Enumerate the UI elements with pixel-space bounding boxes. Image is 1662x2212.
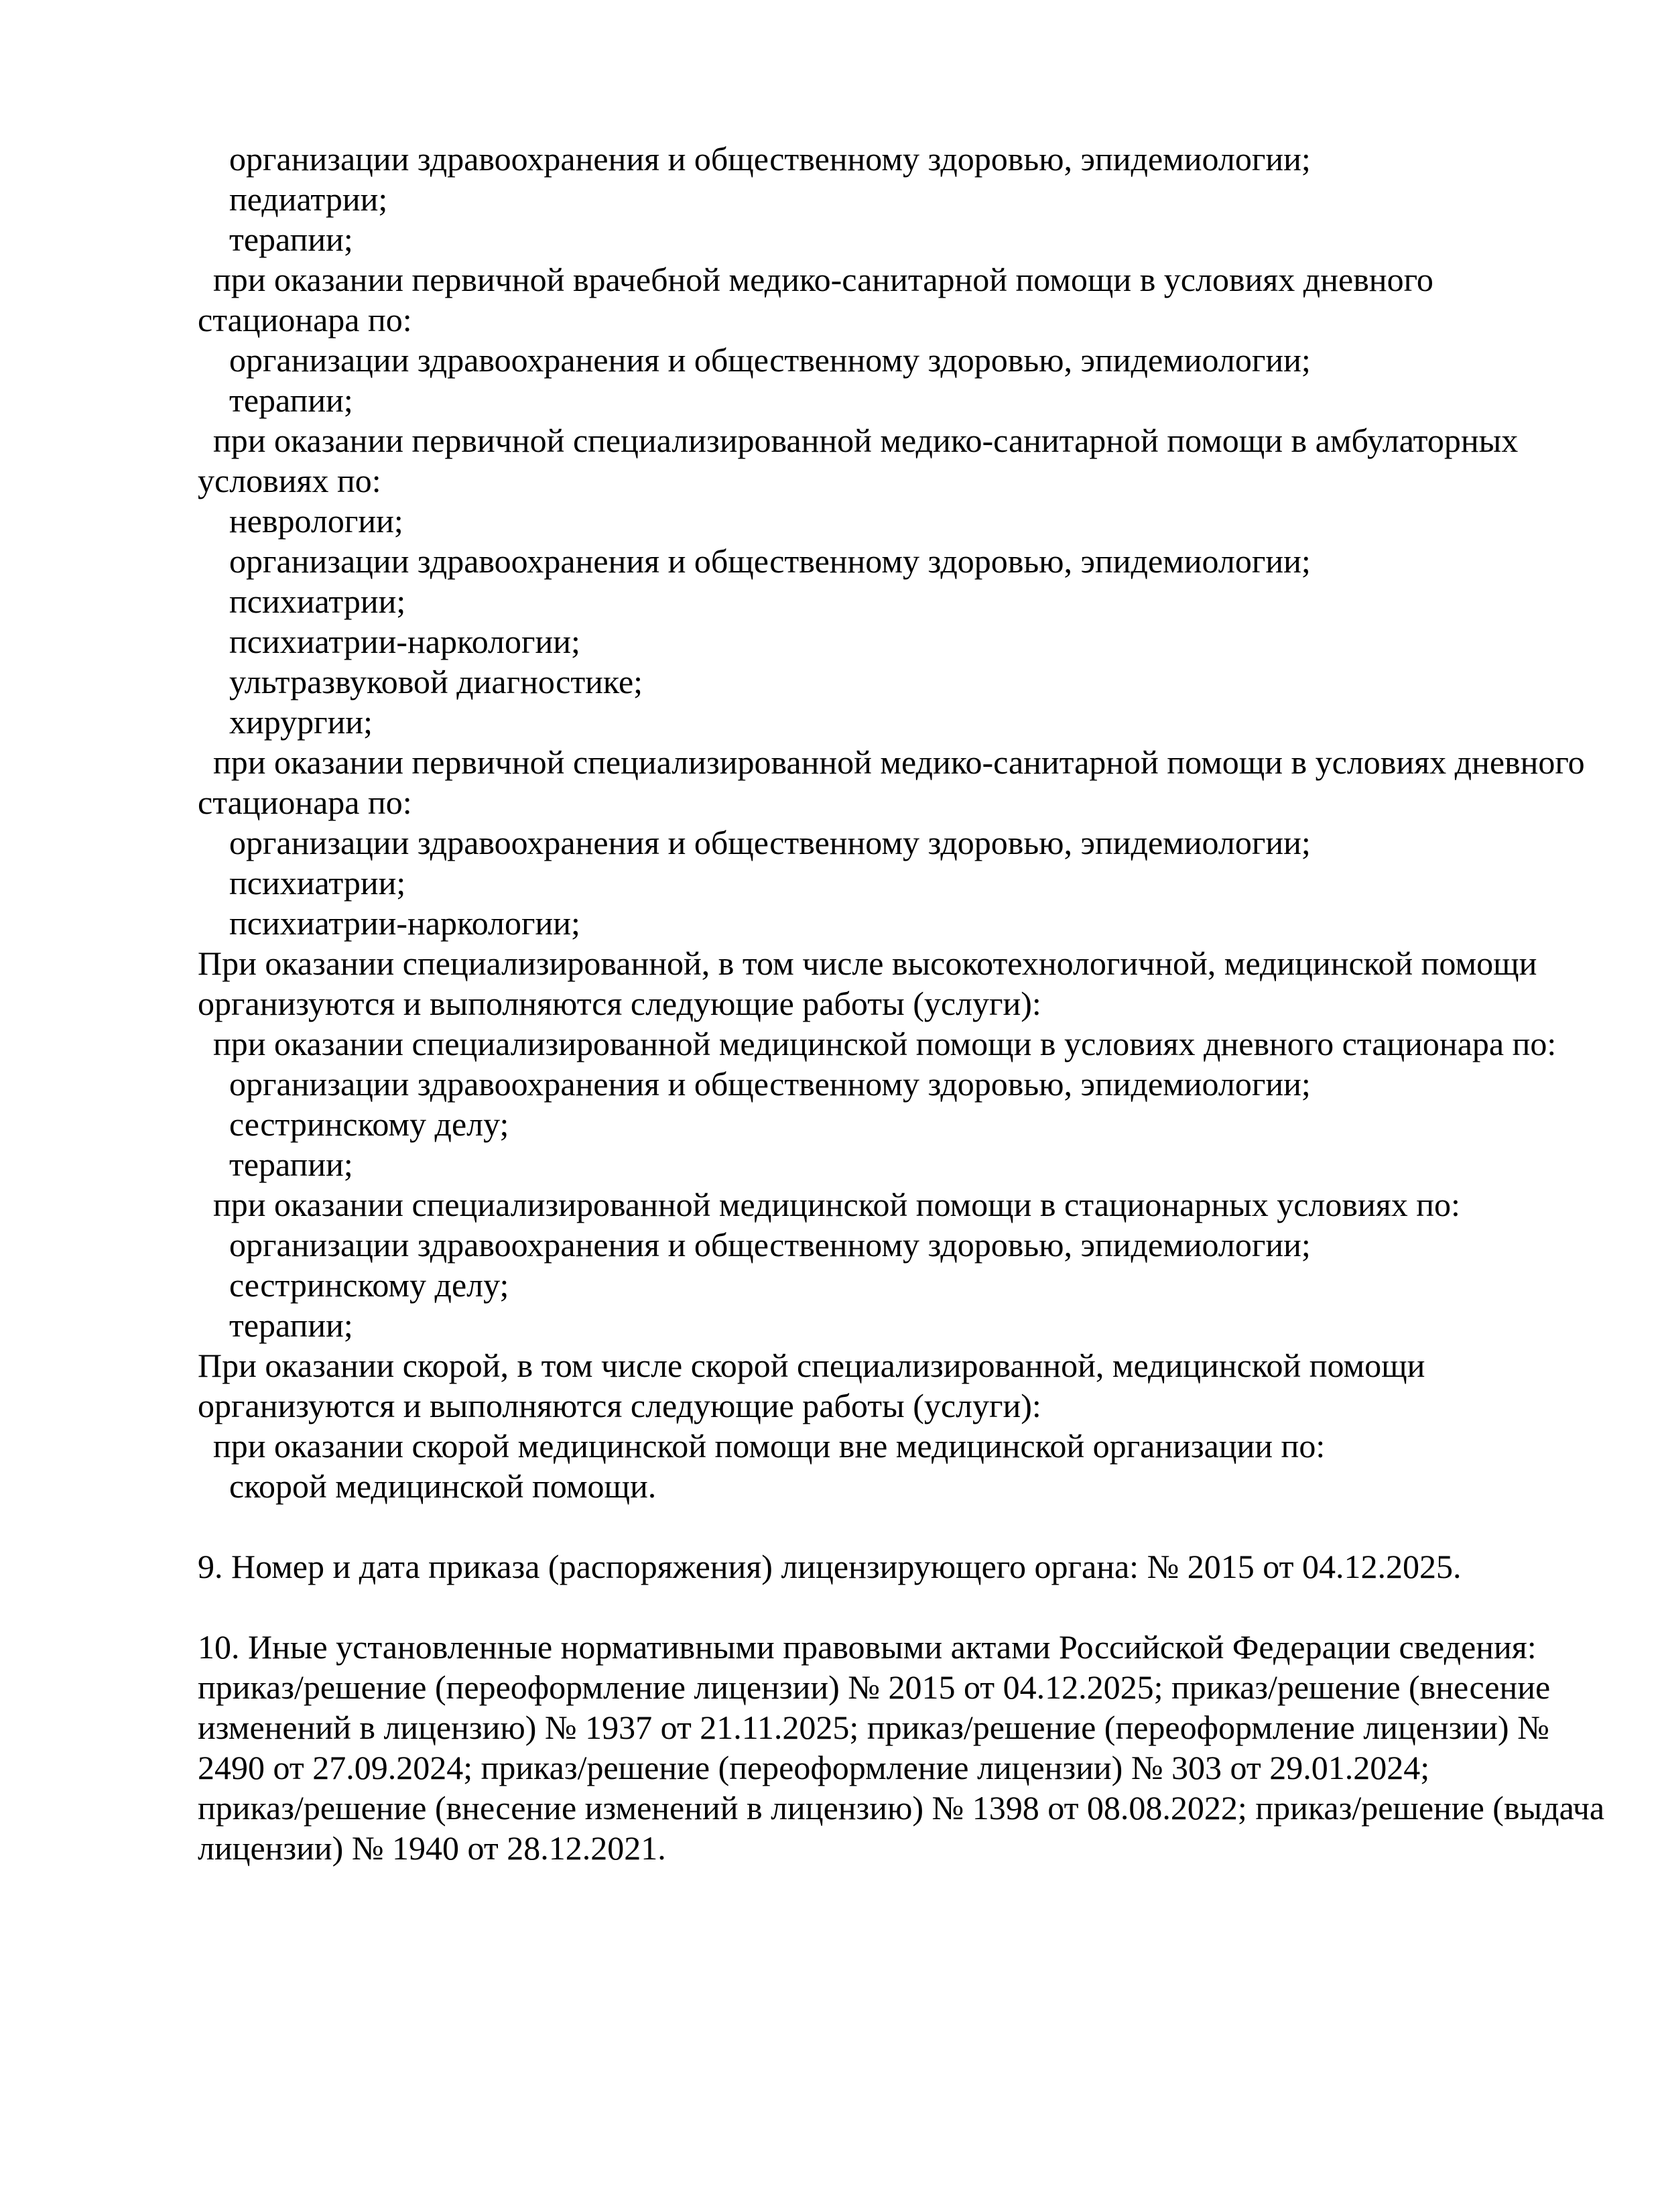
document-line: психиатрии-наркологии; — [229, 904, 580, 942]
document-line: сестринскому делу; — [229, 1105, 509, 1143]
document-line: при оказании первичной врачебной медико-санитарной помощи в условиях дневного — [213, 261, 1433, 298]
document-line: организации здравоохранения и общественному здоровью, эпидемиологии; — [229, 140, 1311, 178]
document-line: сестринскому делу; — [229, 1266, 509, 1304]
document-line: стационара по: — [198, 301, 412, 339]
document-line: при оказании специализированной медицинской помощи в условиях дневного стационара по: — [213, 1025, 1557, 1062]
document-line: организации здравоохранения и общественному здоровью, эпидемиологии; — [229, 542, 1311, 580]
document-line: организации здравоохранения и общественному здоровью, эпидемиологии; — [229, 1065, 1311, 1103]
document-line: терапии; — [229, 1146, 353, 1183]
document-line: скорой медицинской помощи. — [229, 1467, 657, 1505]
document-line: психиатрии-наркологии; — [229, 623, 580, 660]
document-page — [0, 139, 1662, 1868]
document-line: приказ/решение (переоформление лицензии) № 2015 от 04.12.2025; приказ/решение (внесение — [198, 1668, 1551, 1706]
document-line: 2490 от 27.09.2024; приказ/решение (переоформление лицензии) № 303 от 29.01.2024; — [198, 1749, 1430, 1786]
document-line: 10. Иные установленные нормативными правовыми актами Российской Федерации сведения: — [198, 1628, 1537, 1666]
document-line: лицензии) № 1940 от 28.12.2021. — [198, 1829, 666, 1867]
document-line: изменений в лицензию) № 1937 от 21.11.2025; приказ/решение (переоформление лицензии) № — [198, 1709, 1549, 1746]
document-line: терапии; — [229, 1306, 353, 1344]
document-line: психиатрии; — [229, 582, 406, 620]
document-line: при оказании первичной специализированной медико-санитарной помощи в условиях дневного — [213, 743, 1585, 781]
document-line: 9. Номер и дата приказа (распоряжения) лицензирующего органа: № 2015 от 04.12.2025. — [198, 1548, 1462, 1585]
document-line: организуются и выполняются следующие работы (услуги): — [198, 1387, 1041, 1424]
document-line: при оказании специализированной медицинской помощи в стационарных условиях по: — [213, 1186, 1460, 1223]
document-line: при оказании первичной специализированной медико-санитарной помощи в амбулаторных — [213, 422, 1519, 459]
document-line: педиатрии; — [229, 180, 388, 218]
document-line: При оказании специализированной, в том числе высокотехнологичной, медицинской помощи — [198, 944, 1537, 982]
document-line: неврологии; — [229, 502, 403, 540]
document-line: организации здравоохранения и общественному здоровью, эпидемиологии; — [229, 1226, 1311, 1264]
document-line: стационара по: — [198, 784, 412, 821]
document-line: организуются и выполняются следующие работы (услуги): — [198, 985, 1041, 1022]
document-blank-line — [0, 1587, 1662, 1627]
document-line: приказ/решение (внесение изменений в лицензию) № 1398 от 08.08.2022; приказ/решение (выдача — [198, 1789, 1605, 1827]
document-line: организации здравоохранения и общественному здоровью, эпидемиологии; — [229, 824, 1311, 861]
document-line: при оказании скорой медицинской помощи вне медицинской организации по: — [213, 1427, 1326, 1465]
document-line: условиях по: — [198, 462, 381, 499]
document-line: терапии; — [229, 221, 353, 258]
document-line: ультразвуковой диагностике; — [229, 663, 643, 700]
document-line: организации здравоохранения и общественному здоровью, эпидемиологии; — [229, 341, 1311, 379]
document-blank-line — [0, 1506, 1662, 1546]
document-line: психиатрии; — [229, 864, 406, 902]
document-line: хирургии; — [229, 703, 373, 741]
document-line: При оказании скорой, в том числе скорой специализированной, медицинской помощи — [198, 1347, 1425, 1384]
document-line: терапии; — [229, 381, 353, 419]
